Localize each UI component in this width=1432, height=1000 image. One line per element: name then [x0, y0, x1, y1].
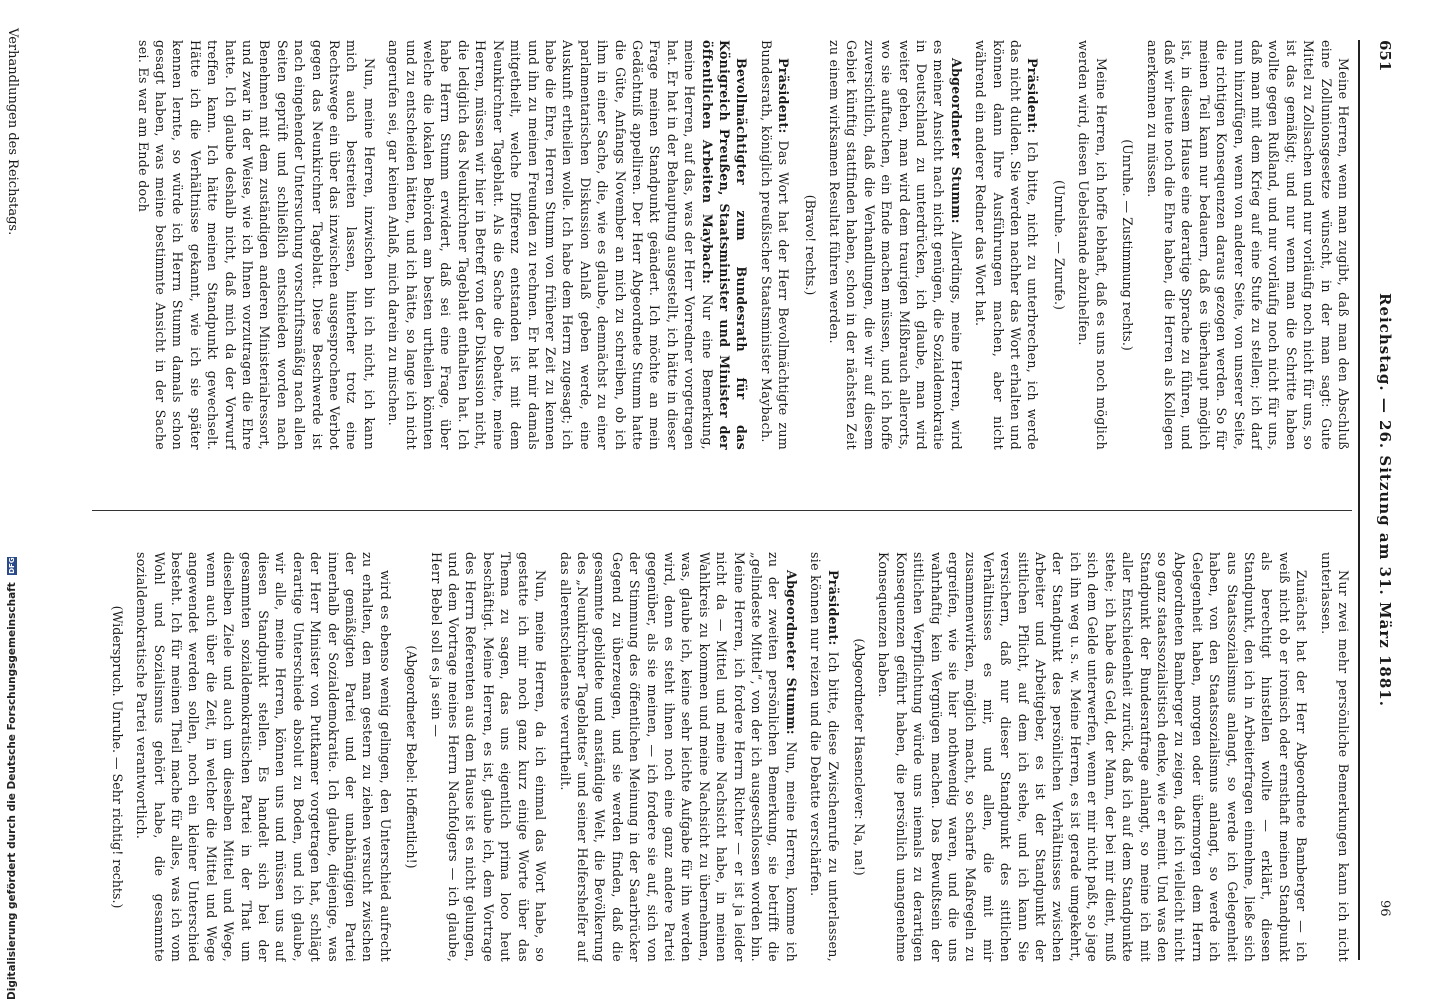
stage-cue — [403, 552, 420, 962]
speaker-label: Präsident: — [1025, 58, 1041, 134]
paragraph — [972, 40, 1042, 450]
paragraph-text: Nun, meine Herren, da ich einmal das Wort habe, so gestatte ich mir noch ganz kurz einige Worte über das Thema zu sagen, das uns eigentlich prima loco heut beschäftigt. Meine Herren, es ist, glaube ich, dem Vortrage des Herrn Referenten aus dem Hause ist es nicht gelungen, und dem Vortrage meines Herrn Nachfolgers — ich glaube, Herr Bebel soll es ja sein — — [428, 552, 549, 962]
paragraph — [134, 40, 378, 450]
paragraph-text: Nun, meine Herren, komme ich zu der zweiten persönlichen Bemerkung, sie betrifft die „gelindeste Mittel“, von der ich ausgeschlossen worden bin. Meine Herren, ich fordere Herrn Richter — er ist ja leider nicht da — Mittel und meine Nachsicht habe, in meinen Wahlkreis zu kommen und meine Nachsicht zu übernehmen, was, glaube ich, keine sehr leichte Aufgabe für ihn werden wird, denn es steht ihnen noch eine ganz andere Partei gegenüber, als sie meinen, — ich fordere sie auf, sich von der Stimmung des öffentlichen Meinung in der Saarbrücker Gegend zu überzeugen, und sie werden finden, daß die gesammte gebildete und anständige Welt, die Bevölkerung des „Neunkirchner Tageblattes“ und seiner Helfershelfer auf das allerentschiedenste verurtheilt. — [557, 552, 799, 962]
paragraph — [556, 552, 800, 962]
speaker-label: Präsident: — [825, 570, 841, 646]
page-header — [1368, 40, 1394, 960]
paragraph-text: Meine Herren, ich hoffe lebhaft, daß es uns noch möglich werden wird, diesen Uebelstande abzuhelfen. — [1076, 40, 1109, 450]
paragraph-text: Ich bitte, nicht zu unterbrechen, ich werde das nicht dulden. Sie werden nachher das Wort erhalten und können dann Ihre Ausführungen machen, aber nicht während ein anderer Redner das Wort hat. — [973, 40, 1041, 450]
stage-cue — [1119, 40, 1136, 450]
digitization-credit — [6, 557, 18, 1000]
paragraph — [757, 40, 792, 450]
paragraph — [385, 40, 751, 450]
dfg-logo: DFG — [8, 557, 16, 574]
stage-cue — [108, 552, 125, 962]
header-rule — [1358, 40, 1360, 960]
paragraph — [807, 552, 842, 962]
paragraph-text: Nur zwei mehr persönliche Bemerkungen kann ich nicht unterlassen. — [1318, 552, 1351, 962]
credit-text: Digitalisierung gefördert durch die Deutsche Forschungsgemeinschaft — [6, 582, 18, 1000]
paragraph-text: (Unruhe. — Zurufe.) — [1051, 180, 1067, 310]
paragraph — [826, 40, 965, 450]
paragraph-text: Ich bitte, diese Zwischenrufe zu unterlassen, sie können nur reizen und die Debatte verschärfen. — [808, 552, 841, 962]
signature-mark: 96 — [1377, 900, 1392, 917]
paragraph-text: Zunächst hat der Herr Abgeordnete Bamberger — ich weiß nicht ob er ironisch oder ernsthaft meinen Standpunkt als berechtigt hinstellen wollte — erklärt, diesen Standpunkt, den ich in Arbeiterfragen einnehme, ließe sich aus Staatssozialismus anlangt, so werde ich Gelegenheit haben, von den Staatssozialismus anlangt, so werde ich Gelegenheit haben, morgen oder übermorgen dem Herrn Abgeordneten Bamberger zu zeigen, daß ich vielleicht nicht so ganz staatssozialistisch denke, wie er meint. Und was den Standpunkt der Bundesratfrage anlangt, so meine ich mit aller Entschiedenheit zurück, daß ich auf dem Standpunkte stehe; ich habe das Geld, der Mann, der bei mir dient, muß sich dem Gelde unterwerfen, wenn er mir nicht paßt, so jage ich ihn weg u. s. w. Meine Herren, es ist gerade umgekehrt, der Standpunkt des persönlichen Verhältnisses zwischen Arbeiter und Arbeitgeber, es ist der Standpunkt der sittlichen Pflicht, auf dem ich stehe, und ich kann Sie versichern, daß nur dieser Standpunkt des sittlichen Verhältnisses es mir, und allen, die mit mir zusammenwirken, möglich macht, so scharfe Maßregeln zu ergreifen, wie sie hier nothwendig waren, und die uns wahrhaftig kein Vergnügen machen. Das Bewußtsein der sittlichen Verpflichtung würde uns niemals zu derartigen Konsequenzen geführt haben, die persönlich unangenehme Konsequenzen haben. — [876, 552, 1310, 962]
paragraph-text: (Widerspruch. Unruhe. — Sehr richtig! rechts.) — [109, 605, 125, 909]
paragraph-text: (Bravo! rechts.) — [802, 194, 818, 296]
catchword: Verhandlungen des Reichstags. — [5, 28, 20, 236]
paragraph — [1075, 40, 1110, 450]
page-number: 651 — [1376, 40, 1394, 72]
stage-cue — [1051, 40, 1068, 450]
paragraph-text: (Abgeordneter Bebel: Hoffentlich!) — [404, 645, 420, 869]
paragraph-text: Nur eine Bemerkung, meine Herren, auf das, was der Herr Vorredner vorgetragen hat. Er hat in der Behauptung ausgestellt, ich hätte in dieser Frage meinen Standpunkt geändert. Ich möchte an mein Gedächtniß appelliren. Der Herr Abgeordnete Stumm hatte die Güte, Anfangs November an mich zu schreiben, ob ich ihm in einer Sache, die, wie es glaube, demnächst zu einer parlamentarischen Diskussion Anlaß geben werde, eine Auskunft ertheilen wolle. Ich habe dem Herrn zugesagt; ich habe die Ehre, Herren Stumm von früherer Zeit zu kennen und ihn zu meinen Freunden zu rechnen. Er hat mir damals mitgetheilt, welche Differenz entstanden ist mit dem Neunkirchner Tageblatt. Als die Sache die Debatte, meine Herren, müssen wir hier in Betreff von der Diskussion nicht, die lediglich das Neunkirchner Tageblatt enthalten hat. Ich habe Herrn Stumm erwidert, daß sei eine Frage, über welche die lokalen Behörden am besten urtheilen könnten und zu entscheiden hätten, und ich hätte, so lange ich nicht angerufen sei, gar keinen Anlaß, mich darein zu mischen. — [386, 40, 715, 450]
paragraph-text: wird es ebenso wenig gelingen, den Unterschied aufrecht zu erhalten, den man gestern zu ziehen versucht zwischen der gemäßigten Partei und der unabhängigen Partei innerhalb der Sozialdemokratie. Ich glaube, diejenige, was der Herr Minister von Puttkamer vorgetragen hat, schlägt derartige Unterschiede absolut zu Boden, und ich glaube, wir alle, meine Herren, können uns und müssen uns auf diesen Standpunkt stellen. Es handelt sich bei der gesammten sozialdemokratischen Partei in der That um dieselben Ziele und auch um dieselben Mittel und Wege, wenn auch über die Zeit, in welcher die Mittel und Wege angewendet werden sollen, noch ein kleiner Unterschied besteht. Ich für meinen Theil mache für alles, was ich vom Wohl und Sozialismus gehört habe, die gesammte sozialdemokratische Partei verantwortlich. — [134, 552, 393, 962]
speaker-label: Präsident: — [776, 58, 792, 134]
paragraph — [427, 552, 549, 962]
stage-cue — [851, 552, 868, 962]
right-column — [92, 552, 1352, 962]
speaker-label: Abgeordneter Stumm: — [948, 58, 964, 224]
speaker-label: Bevollmächtigter zum Bundesrath für das Königreich Preußen, Staatsminister und Minister der öffentlichen Arbeiten Maybach: — [699, 40, 750, 450]
left-column — [92, 40, 1352, 450]
paragraph — [1143, 40, 1352, 450]
paragraph-text: Meine Herren, wenn man zugibt, daß man den Abschluß eine Zollunionsgesetze wünscht, in der man sagt: Gute Mittel zu Zollsachen und nur vorläufig noch nicht für uns, so ist das gemäßigt; und nur wenn man die Schritte haben wollte gegen Rußland, und nur vorläufig noch nicht für uns, daß man mit dem Krieg auf eine Stufe zu stellen; ich darf nun hinzufügen, wenn von anderer Seite, von unserer Seite, die richtigen Konsequenzen daraus gezogen werden. So für meinen Teil kann nur bedauern, daß es überhaupt möglich ist, in diesem Hause eine derartige Sprache zu führen, und daß wir heute noch die Ehre haben, die Herren als Kollegen anerkennen zu müssen. — [1144, 40, 1351, 450]
speaker-label: Abgeordneter Stumm: — [783, 570, 799, 735]
paragraph-text: Allerdings, meine Herren, wird es meiner Ansicht nach nicht genügen, die Sozialdemokratie in Deutschland zu unterdrücken, ich glaube, man wird weiter gehen, man wird dem traurigen Mißbrauch allerorts, wo sie auftauchen, ein Ende machen müssen, und ich hoffe zuversichtlich, daß die Verhandlungen, die wir auf diesem Gebiet künftig stattfinden haben, schon in der nächsten Zeit zu einem wirksamen Resultat führen werden. — [827, 40, 964, 450]
paragraph-text: Nun, meine Herren, inzwischen bin ich nicht, ich kann mich auch bestreiten lassen, hinterher trotz eine Rechtswege ein über das inzwischen ausgesprochene Verbot gegen das Neunkirchner Tageblatt. Diese Beschwerde ist nach eingehender Untersuchung vorschriftsmäßig nach allen Seiten geprüft und schließlich entschieden worden nach Benehmen mit dem zuständigen anderen Ministerialressort, und zwar in der Weise, wie ich Ihnen vorzutragen die Ehre hatte. Ich glaube deshalb nicht, daß mich da der Vorwurf treffen kann. Ich hätte meinen Standpunkt gewechselt. Hätte ich die Verhältnisse gekannt, wie ich sie später kennen lernte, so würde ich Herrn Stumm damals schon gesagt haben, was meine bestimmte Ansicht in der Sache sei. Es war am Ende doch — [135, 40, 377, 450]
paragraph-text: Das Wort hat der Herr Bevollmächtigte zum Bundesrath, königlich preußischer Staatsminister Maybach. — [758, 40, 792, 450]
paragraph-text: (Unruhe. — Zustimmung rechts.) — [1120, 139, 1136, 351]
column-divider — [92, 510, 1352, 511]
paragraph — [133, 552, 394, 962]
stage-cue — [801, 40, 818, 450]
paragraph — [1317, 552, 1352, 962]
paragraph — [875, 552, 1310, 962]
running-title: Reichstag. — 26. Sitzung am 31. März 1881. — [1376, 293, 1394, 707]
paragraph-text: (Abgeordneter Hasenclever: Na, na!) — [852, 638, 868, 876]
